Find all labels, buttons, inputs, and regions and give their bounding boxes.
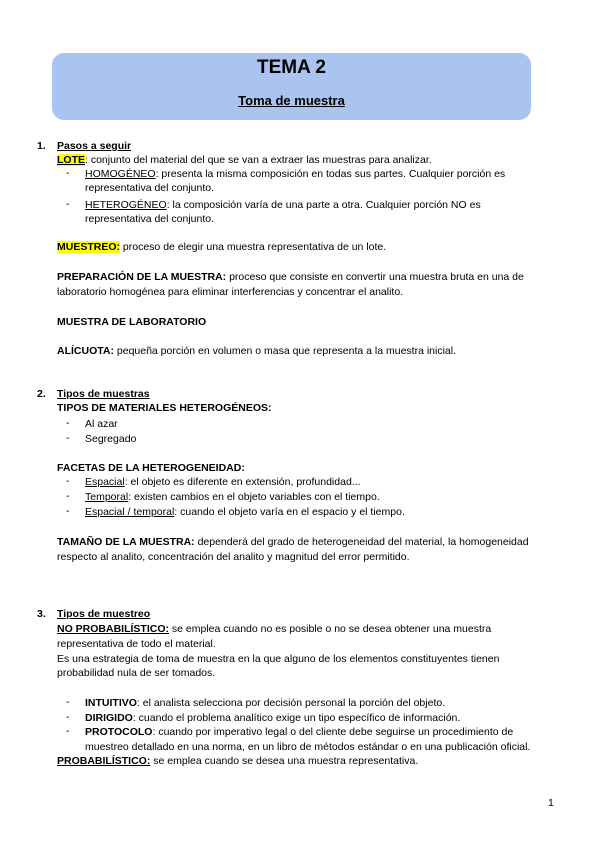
bullet-dash: -	[66, 475, 70, 487]
section-3-number: 3.	[37, 608, 46, 620]
bullet-dash: -	[66, 725, 70, 737]
no-probabilistico-term: NO PROBABILÍSTICO:	[57, 623, 169, 635]
section-1-number: 1.	[37, 140, 46, 152]
muestra-laboratorio-heading: MUESTRA DE LABORATORIO	[57, 316, 207, 328]
estrategia-line-2: probabilidad nula de ser tomados.	[57, 667, 216, 679]
faceta-item: Espacial / temporal: cuando el objeto varía en el espacio y el tiempo.	[85, 506, 405, 518]
muestreo-term: MUESTREO:	[57, 241, 120, 253]
section-2-number: 2.	[37, 388, 46, 400]
lote-term: LOTE	[57, 154, 85, 166]
tamano-line-2: respecto al analito, concentración del analito y magnitud del error permitido.	[57, 551, 410, 563]
bullet-dash: -	[66, 417, 70, 429]
bullet-dash: -	[66, 167, 70, 179]
materiales-heading: TIPOS DE MATERIALES HETEROGÉNEOS:	[57, 402, 272, 414]
preparacion-line-2: laboratorio homogénea para eliminar interferencias y concentrar el analito.	[57, 286, 404, 298]
bullet-dash: -	[66, 432, 70, 444]
faceta-term: Espacial / temporal	[85, 506, 175, 518]
estrategia-line-1: Es una estrategia de toma de muestra en la que alguno de los elementos constituyentes tienen	[57, 653, 500, 665]
no-probabilistico-line-1: NO PROBABILÍSTICO: se emplea cuando no es posible o no se desea obtener una muestra	[57, 623, 492, 635]
tamano-line-1: TAMAÑO DE LA MUESTRA: dependerá del grado de heterogeneidad del material, la homogeneidad	[57, 536, 529, 548]
muestreo-type-item: INTUITIVO: el analista selecciona por decisión personal la porción del objeto.	[85, 697, 446, 709]
bullet-dash: -	[66, 696, 70, 708]
bullet-dash: -	[66, 490, 70, 502]
material-item: Segregado	[85, 433, 137, 445]
preparacion-line-1: PREPARACIÓN DE LA MUESTRA: proceso que consiste en convertir una muestra bruta en una de	[57, 271, 524, 283]
muestreo-type-term: PROTOCOLO	[85, 726, 153, 738]
page-number: 1	[548, 797, 554, 809]
section-3-heading: Tipos de muestreo	[57, 608, 151, 620]
faceta-term: Temporal	[85, 491, 129, 503]
section-2-heading: Tipos de muestras	[57, 388, 150, 400]
header-banner	[52, 53, 531, 120]
heterogeneo-line-1: HETEROGÉNEO: la composición varía de una parte a otra. Cualquier porción NO es	[85, 199, 481, 211]
page-subtitle: Toma de muestra	[238, 93, 345, 108]
no-probabilistico-line-2: representativa de todo el material.	[57, 638, 216, 650]
probabilistico-term: PROBABILÍSTICO:	[57, 755, 151, 767]
facetas-heading: FACETAS DE LA HETEROGENEIDAD:	[57, 462, 245, 474]
protocolo-line-2: muestreo detallado en una norma, en un libro de métodos estándar o en una publicación oficial.	[85, 741, 531, 753]
homogeneo-term: HOMOGÉNEO	[85, 168, 156, 180]
heterogeneo-line-2: representativa del conjunto.	[85, 213, 214, 225]
muestreo-type-term: INTUITIVO	[85, 697, 137, 709]
homogeneo-line-2: representativa del conjunto.	[85, 182, 214, 194]
preparacion-term: PREPARACIÓN DE LA MUESTRA:	[57, 271, 227, 283]
muestreo-type-term: DIRIGIDO	[85, 712, 133, 724]
bullet-dash: -	[66, 711, 70, 723]
bullet-dash: -	[66, 198, 70, 210]
faceta-item: Temporal: existen cambios en el objeto variables con el tiempo.	[85, 491, 380, 503]
page-title: TEMA 2	[257, 57, 326, 78]
alicuota-term: ALÍCUOTA:	[57, 345, 114, 357]
heterogeneo-term: HETEROGÉNEO	[85, 199, 167, 211]
probabilistico-definition: PROBABILÍSTICO: se emplea cuando se desea una muestra representativa.	[57, 755, 419, 767]
bullet-dash: -	[66, 505, 70, 517]
tamano-term: TAMAÑO DE LA MUESTRA:	[57, 536, 195, 548]
homogeneo-line-1: HOMOGÉNEO: presenta la misma composición en todas sus partes. Cualquier porción es	[85, 168, 506, 180]
muestreo-definition: MUESTREO: proceso de elegir una muestra representativa de un lote.	[57, 241, 387, 253]
section-1-heading: Pasos a seguir	[57, 140, 132, 152]
muestreo-type-item: DIRIGIDO: cuando el problema analítico exige un tipo específico de información.	[85, 712, 461, 724]
muestreo-type-item: PROTOCOLO: cuando por imperativo legal o del cliente debe seguirse un procedimiento de	[85, 726, 514, 738]
faceta-item: Espacial: el objeto es diferente en extensión, profundidad...	[85, 476, 361, 488]
material-item: Al azar	[85, 418, 118, 430]
faceta-term: Espacial	[85, 476, 125, 488]
alicuota-definition: ALÍCUOTA: pequeña porción en volumen o masa que representa a la muestra inicial.	[57, 345, 457, 357]
lote-definition: LOTE: conjunto del material del que se van a extraer las muestras para analizar.	[57, 154, 432, 166]
